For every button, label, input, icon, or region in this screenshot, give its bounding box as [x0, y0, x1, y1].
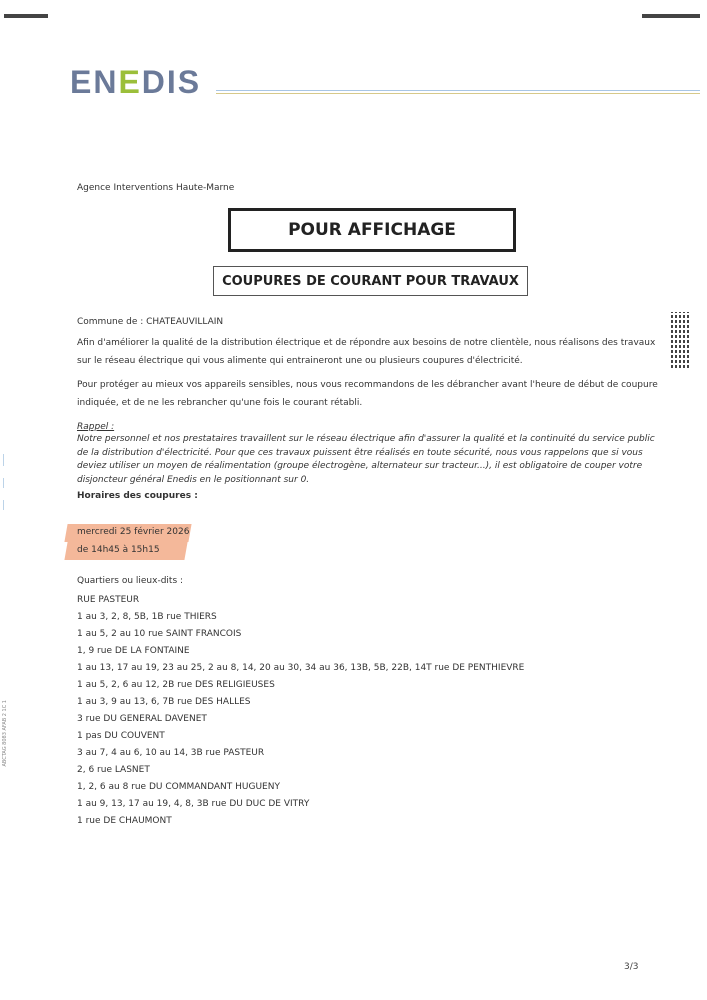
rappel-line: deviez utiliser un moyen de réalimentation (groupe électrogène, alternateur sur tracteur...), il est obligatoire de couper votre — [77, 461, 643, 472]
paragraph-2-line-2: indiquée, et de ne les rebrancher qu'une fois le courant rétabli. — [77, 398, 363, 408]
page-title: POUR AFFICHAGE — [288, 220, 456, 240]
page-subtitle: COUPURES DE COURANT POUR TRAVAUX — [222, 273, 519, 289]
list-item: 2, 6 rue LASNET — [77, 765, 150, 775]
paragraph-1-line-1: Afin d'améliorer la qualité de la distribution électrique et de répondre aux besoins de notre clientèle, nous réalisons des travaux — [77, 338, 656, 348]
list-item: 1, 9 rue DE LA FONTAINE — [77, 646, 190, 656]
rappel-text — [77, 433, 675, 487]
paragraph-2-line-1: Pour protéger au mieux vos appareils sensibles, nous vous recommandons de les débrancher avant l'heure de début de coupure — [77, 380, 658, 390]
list-item: 1 au 9, 13, 17 au 19, 4, 8, 3B rue DU DUC DE VITRY — [77, 799, 310, 809]
scan-tick — [3, 478, 4, 488]
title-box — [228, 208, 516, 252]
rappel-line: Notre personnel et nos prestataires travaillent sur le réseau électrique afin d'assurer la qualité et la continuité du service public — [77, 434, 655, 444]
paragraph-1-line-2: sur le réseau électrique qui vous alimente qui entraineront une ou plusieurs coupures d'électricité. — [77, 356, 523, 366]
rappel-line: de la distribution d'électricité. Pour que ces travaux puissent être réalisés en toute sécurité, nous vous rappelons que si vous — [77, 447, 643, 458]
list-item: 1 au 5, 2, 6 au 12, 2B rue DES RELIGIEUSES — [77, 680, 275, 690]
paragraph-1 — [77, 334, 667, 370]
list-item: 1 au 13, 17 au 19, 23 au 25, 2 au 8, 14, 20 au 30, 34 au 36, 13B, 5B, 22B, 14T rue DE PENTHIEVRE — [77, 663, 525, 673]
rappel-line: disjoncteur général Enedis en le positionnant sur 0. — [77, 474, 310, 485]
list-item: 1 rue DE CHAUMONT — [77, 816, 172, 826]
datamatrix-code-overlay — [671, 312, 691, 368]
outage-time: de 14h45 à 15h15 — [77, 545, 160, 555]
quartiers-title: Quartiers ou lieux-dits : — [77, 576, 184, 586]
enedis-logo: ENEDIS — [70, 64, 202, 100]
header-rule — [216, 90, 700, 91]
list-item: RUE PASTEUR — [77, 595, 140, 605]
commune: Commune de : CHATEAUVILLAIN — [77, 317, 224, 327]
scan-tick — [3, 454, 4, 466]
paragraph-2 — [77, 376, 667, 412]
horaires-title: Horaires des coupures : — [77, 491, 198, 501]
list-item: 1 au 3, 2, 8, 5B, 1B rue THIERS — [77, 612, 217, 622]
scan-mark-left — [4, 14, 48, 18]
subtitle-box — [213, 266, 528, 296]
header-rule-accent — [216, 93, 700, 94]
list-item: 1 pas DU COUVENT — [77, 731, 165, 741]
rappel-title: Rappel : — [77, 422, 115, 432]
list-item: 1 au 5, 2 au 10 rue SAINT FRANCOIS — [77, 629, 242, 639]
scan-mark-right — [642, 14, 700, 18]
outage-date: mercredi 25 février 2026 — [77, 527, 190, 537]
list-item: 1, 2, 6 au 8 rue DU COMMANDANT HUGUENY — [77, 782, 280, 792]
agency-name: Agence Interventions Haute-Marne — [77, 183, 235, 193]
list-item: 3 rue DU GENERAL DAVENET — [77, 714, 207, 724]
scan-tick — [3, 500, 4, 510]
list-item: 1 au 3, 9 au 13, 6, 7B rue DES HALLES — [77, 697, 251, 707]
list-item: 3 au 7, 4 au 6, 10 au 14, 3B rue PASTEUR — [77, 748, 265, 758]
side-reference-text: ABCTAG 8083 AFAB 2 1C 1 — [2, 700, 8, 767]
page-number: 3/3 — [624, 962, 639, 972]
